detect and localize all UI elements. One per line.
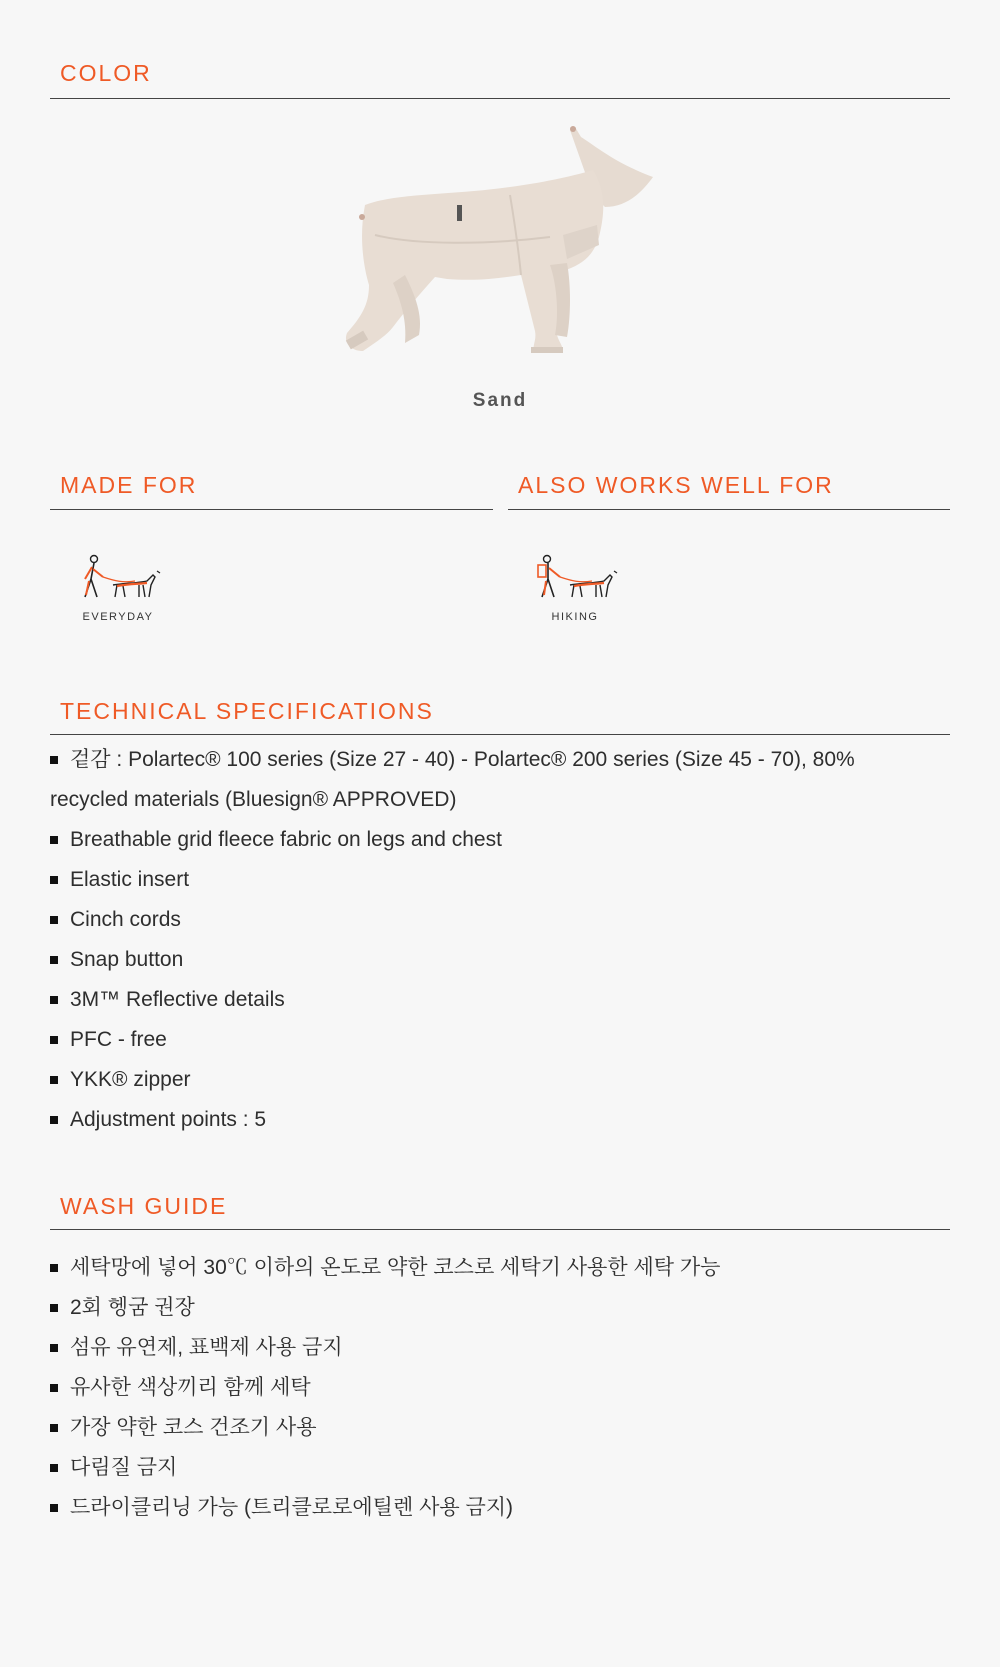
wash-item: [50, 1288, 950, 1328]
wash-item: [50, 1368, 950, 1408]
spec-item: [50, 980, 950, 1020]
bullet-icon: [50, 1384, 58, 1392]
spec-item: [50, 1100, 950, 1140]
wash-item-text: 가장 약한 코스 건조기 사용: [70, 1416, 317, 1439]
bullet-icon: [50, 1076, 58, 1084]
color-section-title: COLOR: [60, 60, 152, 86]
wash-item: [50, 1328, 950, 1368]
wash-item-text: 다림질 금지: [70, 1456, 178, 1479]
wash-item-text: 섬유 유연제, 표백제 사용 금지: [70, 1336, 343, 1359]
tech-specs-title: TECHNICAL SPECIFICATIONS: [60, 698, 434, 724]
spec-item: [50, 820, 950, 860]
bullet-icon: [50, 1036, 58, 1044]
spec-item-text: 3M™ Reflective details: [70, 988, 285, 1011]
made-for-title: MADE FOR: [60, 472, 198, 498]
tech-specs-divider: [50, 734, 950, 735]
spec-item-text-continued: recycled materials (Bluesign® APPROVED): [50, 788, 457, 811]
bullet-icon: [50, 956, 58, 964]
activity-label-everyday: EVERYDAY: [82, 611, 154, 623]
dog-hiking-icon: [530, 553, 620, 613]
spec-item-text: Adjustment points : 5: [70, 1108, 267, 1131]
bullet-icon: [50, 1424, 58, 1432]
activity-label-hiking: HIKING: [551, 611, 599, 623]
bullet-icon: [50, 1504, 58, 1512]
made-for-divider: [50, 509, 493, 510]
spec-item: [50, 1020, 950, 1060]
bullet-icon: [50, 756, 58, 764]
bullet-icon: [50, 1116, 58, 1124]
wash-item-text: 유사한 색상끼리 함께 세탁: [70, 1376, 311, 1399]
color-variant-label: Sand: [472, 390, 528, 411]
spec-item: [50, 940, 950, 980]
spec-item-text: Snap button: [70, 948, 184, 971]
spec-item-text: Breathable grid fleece fabric on legs and chest: [70, 828, 502, 851]
wash-guide-list: [50, 1248, 950, 1528]
product-image-dog-suit[interactable]: [335, 125, 665, 375]
wash-guide-divider: [50, 1229, 950, 1230]
bullet-icon: [50, 996, 58, 1004]
bullet-icon: [50, 876, 58, 884]
spec-item: [50, 1060, 950, 1100]
wash-item: [50, 1248, 950, 1288]
bullet-icon: [50, 916, 58, 924]
activity-hiking: [530, 553, 620, 633]
wash-item-text: 세탁망에 넣어 30℃ 이하의 온도로 약한 코스로 세탁기 사용한 세탁 가능: [70, 1256, 721, 1279]
wash-item: [50, 1408, 950, 1448]
spec-item-text: 겉감 : Polartec® 100 series (Size 27 - 40) - Polartec® 200 series (Size 45 - 70), 80%: [70, 748, 855, 771]
bullet-icon: [50, 1344, 58, 1352]
bullet-icon: [50, 1304, 58, 1312]
spec-item: [50, 900, 950, 940]
bullet-icon: [50, 1464, 58, 1472]
spec-item-fabric: [50, 740, 950, 820]
bullet-icon: [50, 836, 58, 844]
tech-specs-list: [50, 740, 950, 1140]
wash-item: [50, 1448, 950, 1488]
spec-item-text: Cinch cords: [70, 908, 181, 931]
dog-walking-icon: [73, 553, 163, 613]
also-works-title: ALSO WORKS WELL FOR: [518, 472, 834, 498]
wash-item: [50, 1488, 950, 1528]
color-divider: [50, 98, 950, 99]
activity-everyday: [73, 553, 163, 633]
wash-item-text: 드라이클리닝 가능 (트리클로로에틸렌 사용 금지): [70, 1496, 514, 1519]
also-works-divider: [508, 509, 950, 510]
wash-item-text: 2회 헹굼 권장: [70, 1296, 195, 1319]
bullet-icon: [50, 1264, 58, 1272]
spec-item-text: Elastic insert: [70, 868, 190, 891]
spec-item: [50, 860, 950, 900]
wash-guide-title: WASH GUIDE: [60, 1193, 228, 1219]
spec-item-text: PFC - free: [70, 1028, 167, 1051]
spec-item-text: YKK® zipper: [70, 1068, 191, 1091]
